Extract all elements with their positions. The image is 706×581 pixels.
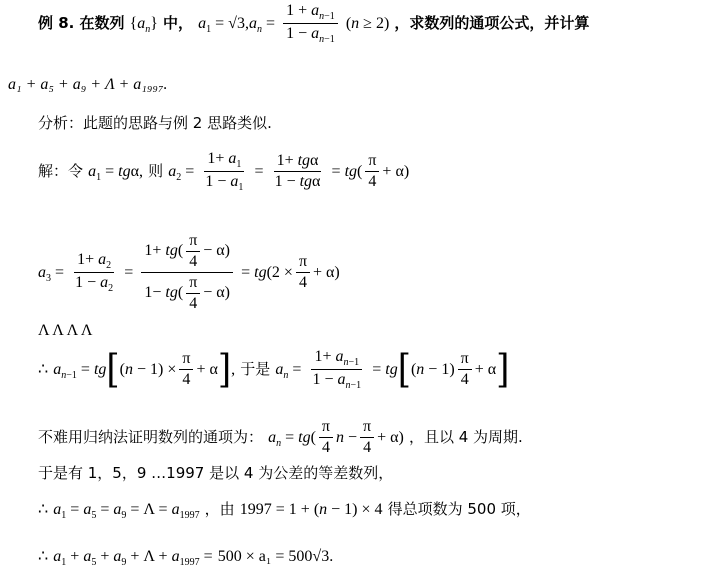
a2-expression: $a_2$ =: [168, 163, 195, 184]
count-text-b: 得总项数为 500 项，: [387, 500, 531, 518]
a2-fraction-1: $\frac{1+ a_1}{1 - a_1}$: [205, 150, 244, 194]
sequence-line: 于是有 1，5，9 …1997 是以 4 为公差的等差数列，: [38, 464, 394, 482]
general-formula: $a_n = tg$(: [268, 429, 316, 450]
solution-line: 解：令 $a_1 = tg\alpha$, 则 $a_2$ = $\frac{1+ a_1}{1 - a_1}$ = $\frac{\text{1+ tgα}}{\text{1 − tgα}}$ = tg( $\frac{\pi}{4}$ + α): [38, 150, 410, 194]
example-label: 例 8.: [38, 14, 75, 33]
a2-result: = tg(: [331, 163, 363, 181]
problem-statement: [38, 2, 589, 45]
a3-line: $a_3$ = $\frac{1+ a_2}{1 - a_2}$ = 1+ tg( $\frac{\pi}{4}$ − α) 1− tg( $\frac{\pi}{4}$ − α) = tg(2 × $\frac{\pi}{4}$ + α): [38, 232, 340, 312]
a3-result: = tg(2 ×: [241, 264, 293, 281]
sequence-symbol: $\{a_n\}$: [129, 15, 158, 36]
yushi-word: 于是: [240, 360, 271, 379]
n-condition: (n ≥ 2): [345, 15, 390, 33]
final-result: 500 × a₁ = 500√3.: [217, 548, 334, 565]
count-text-a: ，由: [204, 500, 235, 518]
analysis-text: 分析：此题的思路与例 2 思路类似.: [38, 114, 272, 132]
a2-fraction-2: $\frac{\text{1+ tgα}}{\text{1 − tgα}}$: [274, 152, 321, 191]
therefore-symbol: ∴: [38, 361, 49, 379]
solution-label: 解：令: [38, 162, 84, 181]
induction-text: 不难用归纳法证明数列的通项为：: [38, 428, 264, 446]
recurrence-fraction: $\frac{1 + a_{n-1}}{1 - a_{n-1}}$: [283, 2, 338, 45]
final-line: ∴ $a_1 + a_5 + a_9 + \Lambda + a_{1997} = 500 \times a_1 = 500√3$.: [38, 548, 334, 569]
count-line: ∴ $a_1 = a_5 = a_9 = \Lambda = a_{1997}$ ，由 1997 = 1 + (n − 1) × 4 得总项数为 500 项，: [38, 500, 531, 522]
title-text-a: 在数列: [79, 14, 125, 33]
a3-fraction-2: 1+ tg( $\frac{\pi}{4}$ − α) 1− tg( $\frac{\pi}{4}$ − α): [141, 232, 233, 313]
induction-line: 不难用归纳法证明数列的通项为： $a_n = tg$( $\frac{\pi}{4}$ n − $\frac{\pi}{4}$ + α) ，且以 4 为周期.: [38, 418, 523, 456]
an-fraction: $\frac{1+ a_{n-1}}{1 - a_{n-1}}$: [312, 348, 362, 392]
substitution: $a_1 = tg\alpha$,: [88, 163, 143, 184]
initial-condition: $a_1 = √3,a_n$ =: [198, 15, 275, 36]
count-equation: 1997 = 1 + (n − 1) × 4: [239, 501, 383, 518]
then-word: 则: [148, 162, 164, 181]
a3-fraction-1: $\frac{1+ a_2}{1 - a_2}$: [75, 250, 114, 295]
ellipsis-dots: Λ Λ Λ Λ: [38, 322, 93, 339]
general-term-line: ∴ $a_{n-1} = tg[(n - 1)$ × $\frac{\pi}{4}$ + α], 于是 $a_n$ = $\frac{1+ a_{n-1}}{1 - a_{n-1}}$ = tg[(n − 1) $\frac{\pi}{4}$ + α]: [38, 346, 510, 393]
sum-expression: a₁ + a₅ + a₉ + Λ + a₁₉₉₇.: [8, 76, 168, 93]
equal-terms: $a_1 = a_5 = a_9 = \Lambda = a_{1997}$: [53, 501, 200, 522]
title-text-b: 中，: [163, 14, 194, 33]
final-sum: $a_1 + a_5 + a_9 + \Lambda + a_{1997}$ =: [53, 548, 213, 569]
period-text: ，且以 4 为周期.: [408, 428, 523, 446]
title-text-c: ，求数列的通项公式，并计算: [394, 14, 590, 33]
pi-over-4: $\frac{\pi}{4}$: [365, 152, 379, 191]
